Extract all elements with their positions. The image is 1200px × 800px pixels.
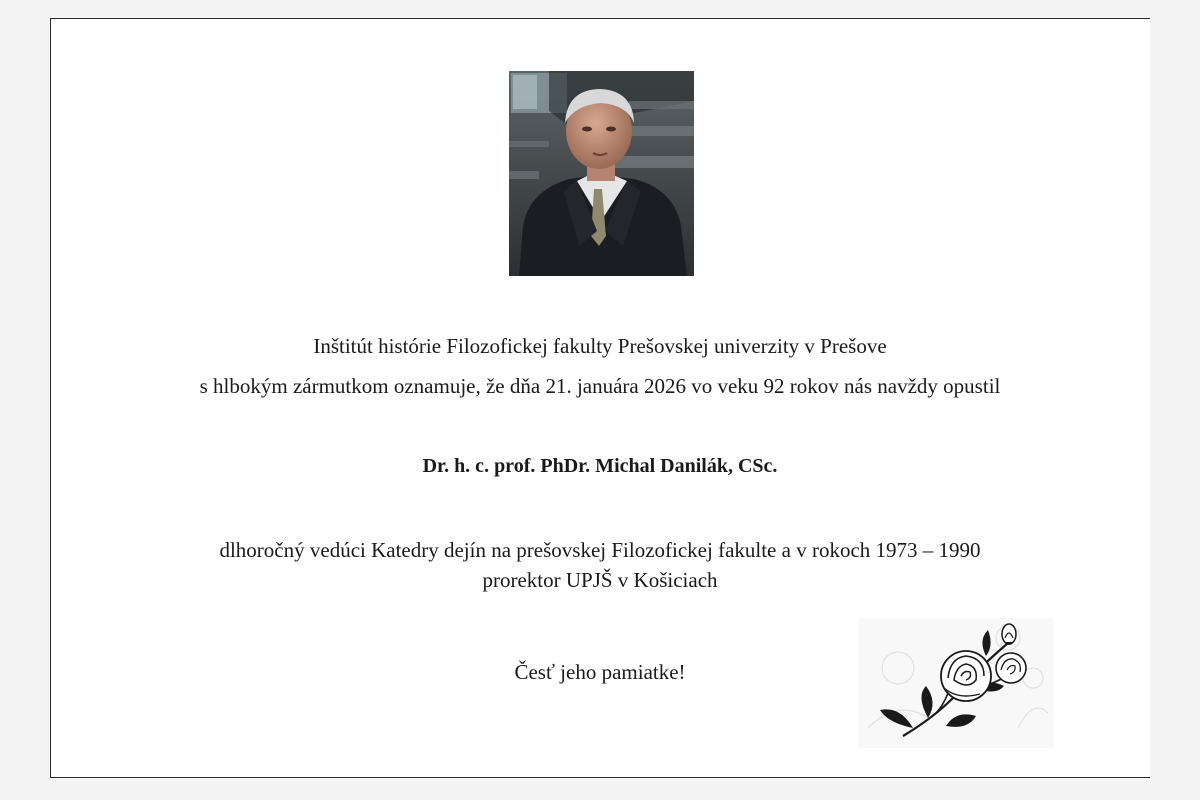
deceased-name: Dr. h. c. prof. PhDr. Michal Danilák, CSc. <box>422 455 778 477</box>
institution-line: Inštitút histórie Filozofickej fakulty Prešovskej univerzity v Prešove <box>313 334 887 358</box>
role-line-2: prorektor UPJŠ v Košiciach <box>482 568 718 592</box>
rose-icon <box>858 618 1054 748</box>
portrait-photo <box>509 71 694 276</box>
announcement-line: s hlbokým zármutkom oznamuje, že dňa 21. januára 2026 vo veku 92 rokov nás navždy opustil <box>199 374 1001 398</box>
role-line-1: dlhoročný vedúci Katedry dejín na prešovskej Filozofickej fakulte a v rokoch 1973 – 1990 <box>219 538 981 562</box>
closing-line: Česť jeho pamiatke! <box>514 660 686 684</box>
top-border <box>50 18 1150 19</box>
bottom-border <box>50 777 1150 778</box>
